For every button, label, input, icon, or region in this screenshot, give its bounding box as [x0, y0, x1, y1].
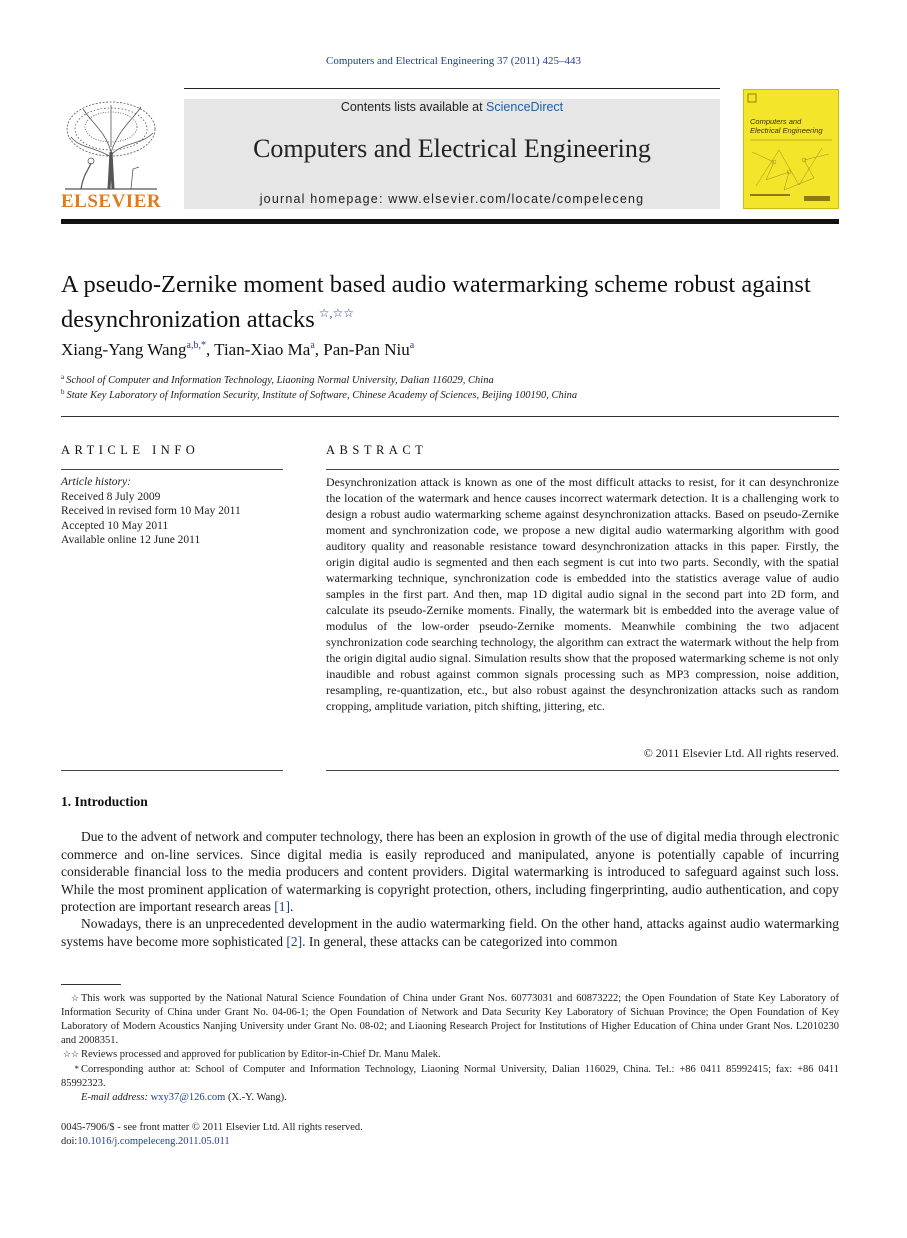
author-list: Xiang-Yang Wang$^{a,b,*}$, Tian-Xiao Ma$^a$, Pan-Pan Niu$^a$ [61, 340, 415, 359]
abstract-heading: ABSTRACT [326, 443, 428, 457]
affiliation-mark: a [61, 373, 65, 381]
footnote-text: Reviews processed and approved for publication by Editor-in-Chief Dr. Manu Malek. [81, 1049, 441, 1060]
footnote-funding [61, 991, 839, 1048]
cover-title-line2: Electrical Engineering [750, 126, 823, 135]
abstract-divider [326, 469, 839, 470]
affiliation [61, 388, 841, 401]
article-title [61, 270, 821, 334]
journal-cover-image [743, 89, 839, 209]
citation-link[interactable]: [2] [286, 933, 303, 949]
paragraph-text: . In general, these attacks can be categorized into common [302, 933, 618, 949]
footnote-corresponding-author [61, 1062, 839, 1091]
article-history-label: Article history: [61, 476, 131, 488]
abstract-body: Desynchronization attack is known as one of the most difficult attacks to resist, for it can desynchronize the location of the watermark and hence causes incorrect watermark detection. It is a challenging work to design a robust audio watermarking scheme against desynchronization attacks. Based on pseudo-Zernike moment and synchronization code, we propose a new digital audio watermarking algorithm with good auditory quality and reasonable resistance toward desynchronization attacks in this paper. Firstly, the origin digital audio is segmented and then each segment is cut into two parts. Secondly, with the spatial watermarking technique, synchronization code is embedded into the statistics average value of audio samples in the first part. And then, map 1D digital audio signal in the second part into 2D form, and calculate its pseudo-Zernike moments. Finally, the watermark bit is embedded into the average value of modulus of the low-order pseudo-Zernike moments. Meanwhile combining the two adjacent synchronization code searching technology, the algorithm can extract the watermark without the help from the origin digital audio signal. Simulation results show that the proposed watermarking scheme is not only inaudible and robust against common signals processing such as MP3 compression, noise addition, resampling, re-quantization, etc., but also robust against the desynchronization attacks such as random cropping, amplitude variation, pitch shifting, jittering, etc. [326, 475, 839, 713]
abstract-copyright: © 2011 Elsevier Ltd. All rights reserved. [643, 746, 839, 760]
author-name[interactable]: Xiang-Yang Wang [61, 340, 187, 359]
sciencedirect-link[interactable]: ScienceDirect [486, 100, 564, 114]
affiliation-text: School of Computer and Information Technology, Liaoning Normal University, Dalian 116029, China [66, 375, 494, 386]
footnote-text: This work was supported by the National Natural Science Foundation of China under Grant Nos. 60773031 and 60873222; the Open Foundation of State Key Laboratory of Information Security of China under Grant No. 04-06-1; the Open Foundation of Network and Data Security Key Laboratory of Sichuan Province; the Open Foundation of Key Laboratory of Modern Acoustics Nanjing University under Grant No. 08-02; and Liaoning Research Project for Institutions of Higher Education of China under Grant Nos. L2010230 and 2008351. [61, 993, 839, 1046]
elsevier-wordmark: ELSEVIER [61, 191, 162, 212]
footnote-mark: * [74, 1064, 79, 1074]
doi-link[interactable]: 10.1016/j.compeleceng.2011.05.011 [77, 1136, 230, 1147]
contents-prefix: Contents lists available at [340, 100, 487, 114]
email-suffix: (X.-Y. Wang). [225, 1092, 287, 1103]
article-history [61, 475, 283, 548]
article-info-bottom-divider [61, 770, 283, 771]
issn-front-matter: 0045-7906/$ - see front matter © 2011 Elsevier Ltd. All rights reserved. [61, 1122, 363, 1133]
doi-line [61, 1136, 230, 1147]
footnote-mark: ☆☆ [62, 1049, 79, 1059]
email-label: E-mail address: [81, 1092, 148, 1103]
history-item: Received 8 July 2009 [61, 490, 161, 503]
body-paragraph [61, 915, 839, 950]
journal-name: Computers and Electrical Engineering [253, 134, 651, 163]
contents-available-line [184, 100, 720, 114]
article-title-text: A pseudo-Zernike moment based audio watermarking scheme robust against desynchronization attacks [61, 271, 811, 333]
footnote-divider [61, 984, 121, 985]
title-footnote-marks[interactable]: ☆,☆☆ [318, 306, 355, 320]
cover-title-line1: Computers and [750, 117, 802, 126]
author-affil-marks[interactable]: a [310, 340, 315, 351]
paragraph-text: Nowadays, there is an unprecedented development in the audio watermarking field. On the other hand, attacks against audio watermarking systems have become more sophisticated [61, 916, 839, 949]
author-name[interactable]: Tian-Xiao Ma [214, 340, 311, 359]
author-affil-marks[interactable]: a,b,* [186, 340, 206, 351]
article-info-divider [61, 469, 283, 470]
footnote-text: Corresponding author at: School of Computer and Information Technology, Liaoning Normal University, Dalian 116029, China. Tel.: +86 0411 85992415; fax: +86 0411 85992323. [61, 1064, 839, 1089]
doi-prefix: doi: [61, 1136, 78, 1147]
affiliation [61, 373, 841, 386]
footnote-mark: ☆ [70, 993, 79, 1003]
journal-citation-link[interactable]: Computers and Electrical Engineering 37 (2011) 425–443 [326, 55, 581, 67]
header-divider [184, 88, 720, 89]
header-thick-divider [61, 219, 839, 224]
section-heading-introduction: 1. Introduction [61, 794, 148, 809]
affiliation-text: State Key Laboratory of Information Security, Institute of Software, Chinese Academy of Sciences, Beijing 100190, China [66, 390, 578, 401]
paragraph-text: . [290, 899, 294, 914]
citation-link[interactable]: [1] [274, 899, 291, 914]
history-item: Available online 12 June 2011 [61, 534, 201, 546]
paragraph-text: Due to the advent of network and computer technology, there has been an explosion in growth of the use of digital media through electronic commerce and on-line services. Since digital media is easily reproduced and manipulated, anyone is potentially capable of incurring considerable financial loss to the media producers and content providers. Digital watermarking is introduced to safeguard against such loss. While the most prominent application of watermarking is copyright protection, others, including fingerprinting, audio authentication, and copy protection are important research areas [61, 829, 839, 914]
history-item: Received in revised form 10 May 2011 [61, 505, 241, 517]
affiliation-divider [61, 416, 839, 417]
journal-homepage[interactable]: journal homepage: www.elsevier.com/locate/compeleceng [259, 192, 645, 206]
abstract-bottom-divider [326, 770, 839, 771]
affiliation-mark: b [61, 388, 65, 396]
author-name[interactable]: Pan-Pan Niu [323, 340, 410, 359]
author-affil-marks[interactable]: a [409, 340, 415, 351]
footnote-review [61, 1047, 839, 1062]
body-paragraph [61, 828, 839, 916]
footnote-email [61, 1091, 839, 1105]
history-item: Accepted 10 May 2011 [61, 519, 169, 532]
email-link[interactable]: wxy37@126.com [150, 1092, 226, 1103]
article-info-heading: ARTICLE INFO [61, 443, 200, 457]
